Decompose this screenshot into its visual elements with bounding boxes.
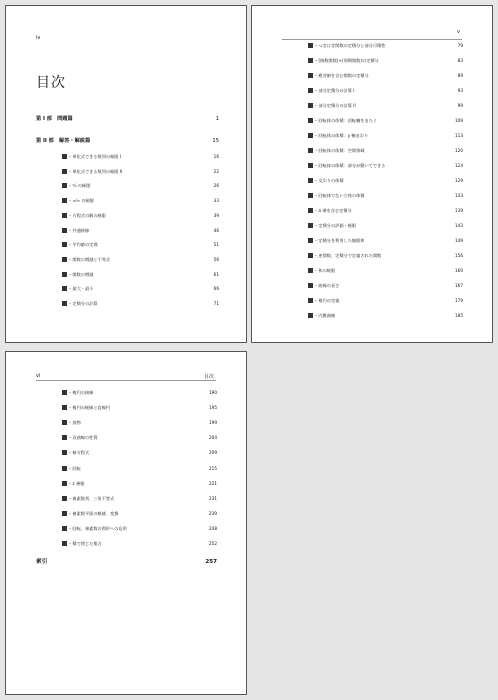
chapter-number-icon bbox=[308, 223, 313, 228]
toc-part[interactable] bbox=[36, 115, 219, 123]
toc-entry[interactable] bbox=[308, 72, 463, 80]
toc-page-number: 209 bbox=[209, 450, 217, 456]
toc-label-text: – 回転体の体積：回転軸をまたぐ bbox=[315, 118, 378, 123]
toc-label bbox=[308, 252, 381, 260]
toc-label-text: – 和の極限 bbox=[315, 268, 336, 273]
chapter-number-icon bbox=[308, 298, 313, 303]
chapter-number-icon bbox=[62, 526, 67, 531]
toc-page-number: 113 bbox=[455, 133, 463, 138]
toc-label bbox=[62, 168, 122, 176]
toc-label bbox=[308, 87, 355, 95]
toc-label bbox=[62, 197, 94, 205]
toc-label-text: – 共通接線 bbox=[69, 227, 90, 233]
chapter-number-icon bbox=[308, 313, 313, 318]
toc-label bbox=[62, 241, 98, 249]
page-2 bbox=[251, 5, 493, 343]
toc-page-number: 120 bbox=[455, 148, 463, 153]
toc-page-number: 71 bbox=[213, 301, 219, 306]
toc-entry[interactable] bbox=[308, 42, 463, 50]
chapter-number-icon bbox=[308, 118, 313, 123]
toc-label bbox=[62, 227, 89, 235]
page-3 bbox=[5, 351, 247, 695]
toc-label-text: – 部分定積分の計算 II bbox=[315, 103, 356, 108]
toc-entry[interactable] bbox=[62, 449, 217, 457]
toc-label bbox=[62, 495, 114, 503]
chapter-number-icon bbox=[308, 193, 313, 198]
toc-entry[interactable] bbox=[308, 237, 463, 245]
chapter-number-icon bbox=[308, 73, 313, 78]
toc-page-number: 231 bbox=[209, 495, 217, 501]
toc-page-number: 83 bbox=[457, 58, 463, 63]
toc-label bbox=[308, 42, 385, 50]
toc-label bbox=[308, 192, 365, 200]
toc-page-number: 46 bbox=[213, 227, 219, 233]
toc-label-text: – 交わりの体積 bbox=[315, 178, 344, 183]
chapter-number-icon bbox=[62, 242, 67, 247]
toc-page-number: 179 bbox=[455, 298, 463, 303]
toc-label bbox=[62, 389, 93, 397]
chapter-number-icon bbox=[308, 58, 313, 63]
chapter-number-icon bbox=[308, 148, 313, 153]
toc-label bbox=[62, 153, 121, 161]
toc-page-number: 51 bbox=[213, 242, 219, 248]
toc-label-text: – 定積分の評価・極限 bbox=[315, 223, 357, 228]
toc-entry[interactable] bbox=[62, 271, 219, 279]
toc-page-number: 99 bbox=[457, 103, 463, 108]
chapter-number-icon bbox=[62, 183, 67, 188]
toc-label-text: – 定積分を利用した無限和 bbox=[315, 238, 365, 243]
toc-label-text: – 極方程式 bbox=[69, 450, 90, 456]
toc-page-number: 124 bbox=[455, 163, 463, 168]
toc-page-number: 39 bbox=[213, 212, 219, 218]
toc-label-text: 索引 bbox=[36, 559, 48, 565]
chapter-number-icon bbox=[62, 228, 67, 233]
toc-label bbox=[308, 267, 335, 275]
toc-entry[interactable] bbox=[308, 312, 463, 320]
chapter-number-icon bbox=[308, 178, 313, 183]
toc-entry[interactable] bbox=[62, 540, 217, 548]
toc-label bbox=[36, 558, 47, 566]
toc-label bbox=[62, 256, 110, 264]
chapter-number-icon bbox=[308, 283, 313, 288]
toc-label bbox=[62, 525, 127, 533]
toc-label bbox=[62, 285, 93, 293]
chapter-number-icon bbox=[308, 163, 313, 168]
toc-label-text: – 双曲線の性質 bbox=[69, 435, 98, 441]
toc-label bbox=[62, 480, 84, 488]
toc-label-text: – 回転体の体積：空間領域 bbox=[315, 148, 365, 153]
chapter-number-icon bbox=[62, 511, 67, 516]
toc-page-number: 22 bbox=[213, 168, 219, 174]
chapter-number-icon bbox=[308, 88, 313, 93]
toc-page-number: 248 bbox=[209, 525, 217, 531]
toc-entry[interactable] bbox=[308, 267, 463, 275]
page-number-roman: vi bbox=[36, 373, 41, 379]
chapter-number-icon bbox=[308, 253, 313, 258]
chapter-number-icon bbox=[308, 238, 313, 243]
toc-label bbox=[62, 212, 106, 220]
toc-entry[interactable] bbox=[62, 389, 217, 397]
chapter-number-icon bbox=[62, 390, 67, 395]
toc-entry[interactable] bbox=[308, 132, 463, 140]
page-1 bbox=[5, 5, 247, 343]
toc-label-text: – 部分定積分の計算 I bbox=[315, 88, 355, 93]
toc-label-text: – 平均値の定理 bbox=[69, 242, 98, 248]
toc-label-text: – 最大・最小 bbox=[69, 286, 94, 292]
toc-label bbox=[308, 207, 352, 215]
toc-label bbox=[308, 162, 385, 170]
chapter-number-icon bbox=[62, 450, 67, 455]
toc-label-text: – ⁰⁄₀ の極限 bbox=[69, 183, 91, 189]
chapter-number-icon bbox=[308, 133, 313, 138]
toc-label-text: – 単化式できる数列の極限 II bbox=[69, 168, 123, 174]
page-number-roman: iv bbox=[36, 35, 41, 41]
toc-label bbox=[62, 182, 90, 190]
toc-label bbox=[308, 117, 377, 125]
toc-entry[interactable] bbox=[308, 207, 463, 215]
toc-entry[interactable] bbox=[308, 282, 463, 290]
toc-page-number: 1 bbox=[215, 116, 219, 122]
toc-label bbox=[308, 132, 368, 140]
running-header: 目次 bbox=[203, 374, 214, 380]
toc-entry[interactable] bbox=[62, 510, 217, 518]
toc-label bbox=[62, 465, 81, 473]
page-number-roman: v bbox=[457, 29, 460, 35]
toc-page-number: 15 bbox=[212, 138, 219, 144]
toc-entry[interactable] bbox=[62, 404, 217, 412]
toc-entry[interactable] bbox=[62, 212, 219, 220]
chapter-number-icon bbox=[62, 435, 67, 440]
toc-page-number: 221 bbox=[209, 480, 217, 486]
toc-page-number: 61 bbox=[213, 271, 219, 277]
toc-label bbox=[62, 419, 81, 427]
toc-page-number: 195 bbox=[209, 405, 217, 411]
toc-entry[interactable] bbox=[308, 177, 463, 185]
toc-page-number: 143 bbox=[455, 223, 463, 228]
toc-page-number: 109 bbox=[455, 118, 463, 123]
toc-label-text: – つぎはぎ関数の定積分と部分可積性 bbox=[315, 43, 386, 48]
toc-label-text: – 回転体でない立体の体積 bbox=[315, 193, 365, 198]
toc-index[interactable] bbox=[36, 558, 217, 566]
toc-page-number: 252 bbox=[209, 541, 217, 546]
toc-label-text: – a 乗を含む定積分 bbox=[315, 208, 352, 213]
toc-page-number: 129 bbox=[455, 178, 463, 183]
toc-page-number: 257 bbox=[205, 559, 217, 565]
header-rule bbox=[36, 380, 216, 381]
toc-label bbox=[62, 404, 110, 412]
toc-label-text: – (指数関数)×(周期関数)の定積分 bbox=[315, 58, 379, 63]
toc-page-number: 215 bbox=[209, 465, 217, 471]
toc-entry[interactable] bbox=[308, 162, 463, 170]
toc-entry[interactable] bbox=[62, 419, 217, 427]
toc-label bbox=[308, 282, 339, 290]
toc-page-number: 185 bbox=[455, 313, 463, 318]
toc-page-number: 149 bbox=[455, 238, 463, 243]
toc-label-text: – 回転体の体積：y 軸まわり bbox=[315, 133, 369, 138]
toc-page-number: 56 bbox=[213, 256, 219, 262]
toc-entry[interactable] bbox=[62, 197, 219, 205]
toc-label-text: 第 I 部 問題篇 bbox=[36, 116, 73, 122]
toc-label-text: – 単化式できる数列の極限 I bbox=[69, 154, 122, 159]
toc-label bbox=[62, 540, 102, 548]
toc-entry[interactable] bbox=[62, 241, 219, 249]
chapter-number-icon bbox=[62, 257, 67, 262]
toc-label bbox=[62, 271, 93, 279]
chapter-number-icon bbox=[62, 213, 67, 218]
chapter-number-icon bbox=[62, 466, 67, 471]
toc-page-number: 139 bbox=[455, 208, 463, 213]
header-rule bbox=[282, 39, 462, 40]
toc-entry[interactable] bbox=[62, 153, 219, 161]
toc-page-number: 89 bbox=[457, 73, 463, 78]
toc-page-number: 199 bbox=[209, 420, 217, 426]
chapter-number-icon bbox=[62, 481, 67, 486]
toc-entry[interactable] bbox=[62, 227, 219, 235]
chapter-number-icon bbox=[308, 43, 313, 48]
toc-label-text: – 複素数列、三角不等式 bbox=[69, 495, 115, 501]
toc-page-number: 133 bbox=[455, 193, 463, 198]
chapter-number-icon bbox=[62, 496, 67, 501]
toc-label-text: – 定積分の計算 bbox=[69, 301, 98, 306]
chapter-number-icon bbox=[62, 286, 67, 291]
toc-page-number: 156 bbox=[455, 253, 463, 258]
toc-entry[interactable] bbox=[308, 147, 463, 155]
toc-label-text: – 楕円の定義 bbox=[315, 298, 340, 303]
toc-label-text: – 積で閉じた集合 bbox=[69, 541, 102, 546]
toc-entry[interactable] bbox=[62, 256, 219, 264]
chapter-number-icon bbox=[62, 405, 67, 410]
toc-entry[interactable] bbox=[62, 480, 217, 488]
toc-label bbox=[62, 449, 89, 457]
toc-entry[interactable] bbox=[62, 434, 217, 442]
toc-label bbox=[62, 434, 98, 442]
toc-label bbox=[62, 510, 119, 518]
toc-label-text: – z 乗根 bbox=[69, 480, 85, 486]
toc-label bbox=[308, 177, 344, 185]
toc-page-number: 190 bbox=[209, 390, 217, 395]
toc-label-text: – 絶対値を含む関数の定積分 bbox=[315, 73, 369, 78]
toc-page-number: 93 bbox=[457, 88, 463, 93]
toc-label-text: – 関数の増減と不等式 bbox=[69, 256, 111, 262]
toc-entry[interactable] bbox=[308, 297, 463, 305]
toc-entry[interactable] bbox=[62, 300, 219, 308]
toc-page-number: 66 bbox=[213, 286, 219, 292]
toc-label bbox=[308, 222, 356, 230]
toc-label-text: – 方程式の解の極限 bbox=[69, 212, 106, 218]
toc-part[interactable] bbox=[36, 137, 219, 145]
toc-label-text: – 楕円の極線と直線円 bbox=[69, 405, 111, 411]
chapter-number-icon bbox=[308, 208, 313, 213]
toc-entry[interactable] bbox=[62, 525, 217, 533]
toc-entry[interactable] bbox=[308, 117, 463, 125]
toc-label-text: – 円錐曲線 bbox=[315, 313, 336, 318]
toc-label-text: – ∞⁄∞ の極限 bbox=[69, 198, 94, 204]
toc-entry[interactable] bbox=[62, 495, 217, 503]
toc-label-text: – 放物 bbox=[69, 420, 81, 426]
toc-label bbox=[308, 102, 356, 110]
chapter-number-icon bbox=[62, 541, 67, 546]
toc-page-number: 26 bbox=[213, 183, 219, 189]
toc-label bbox=[308, 312, 335, 320]
toc-label-text: 第 II 部 解答・解説篇 bbox=[36, 138, 91, 144]
toc-entry[interactable] bbox=[308, 87, 463, 95]
toc-page-number: 167 bbox=[455, 283, 463, 288]
chapter-number-icon bbox=[62, 420, 67, 425]
chapter-number-icon bbox=[62, 169, 67, 174]
toc-label bbox=[308, 57, 379, 65]
toc-label bbox=[308, 72, 369, 80]
chapter-number-icon bbox=[62, 272, 67, 277]
toc-page-number: 79 bbox=[457, 43, 463, 48]
chapter-number-icon bbox=[308, 268, 313, 273]
toc-label bbox=[36, 115, 73, 123]
toc-page-number: 204 bbox=[209, 435, 217, 441]
toc-page-number: 160 bbox=[455, 268, 463, 273]
toc-label-text: – 回転 bbox=[69, 465, 81, 471]
toc-entry[interactable] bbox=[62, 168, 219, 176]
toc-entry[interactable] bbox=[308, 222, 463, 230]
chapter-number-icon bbox=[62, 154, 67, 159]
chapter-number-icon bbox=[62, 301, 67, 306]
toc-label bbox=[36, 137, 90, 145]
toc-label-text: – 複素数平面の軌跡、変換 bbox=[69, 510, 119, 516]
toc-label-text: – 逆関数、定積分で定義された関数 bbox=[315, 253, 382, 258]
toc-entry[interactable] bbox=[308, 57, 463, 65]
toc-label-text: – 曲線の長さ bbox=[315, 283, 340, 288]
chapter-number-icon bbox=[62, 198, 67, 203]
chapter-number-icon bbox=[308, 103, 313, 108]
toc-page-number: 33 bbox=[213, 198, 219, 204]
toc-label bbox=[308, 237, 365, 245]
toc-entry[interactable] bbox=[308, 192, 463, 200]
toc-label-text: – 関数の増減 bbox=[69, 271, 94, 277]
toc-entry[interactable] bbox=[308, 252, 463, 260]
toc-entry[interactable] bbox=[308, 102, 463, 110]
toc-label bbox=[308, 297, 339, 305]
toc-page-number: 239 bbox=[209, 510, 217, 516]
toc-entry[interactable] bbox=[62, 285, 219, 293]
toc-label-text: – 回転体の体積：部分が動いてできる bbox=[315, 163, 386, 168]
page-title: 目次 bbox=[36, 75, 66, 91]
toc-label bbox=[62, 300, 98, 308]
toc-label-text: – 楕円の接線 bbox=[69, 390, 94, 395]
toc-label bbox=[308, 147, 365, 155]
toc-label-text: – 回転、複素数の図形への応用 bbox=[69, 525, 127, 531]
toc-page-number: 16 bbox=[213, 154, 219, 159]
toc-entry[interactable] bbox=[62, 465, 217, 473]
toc-entry[interactable] bbox=[62, 182, 219, 190]
